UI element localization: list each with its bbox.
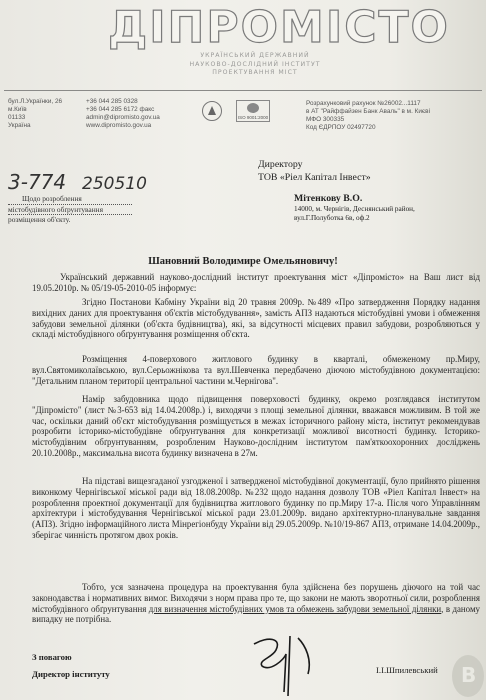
paragraph-intro: Український державний науково-дослідний інститут проектування міст «Діпромісто» на Ваш лист від 19.05.2010р. № 05/19-05-2010-05 інформує: [32, 272, 480, 293]
conclusion-text-end: , в даному випадку не потрібна. [32, 603, 480, 625]
website-line: www.dipromisto.gov.ua [86, 122, 152, 129]
bank-code-line: Код ЄДРПОУ 02497720 [306, 124, 376, 131]
header-divider [4, 90, 482, 91]
subject-line: містобудівного обґрунтування [8, 204, 103, 214]
paragraph-regulation: Згідно Постанови Кабміну України від 20 травня 2009р. №489 «Про затвердження Порядку надання вихідних даних для проектування об'єктів містобудування», замість АПЗ надаються містобудівні умови і обмеження забудови земельної ділянки (об'єкта будівництва), які, за відсутності місцевих правил забудови, розробляються у складі містобудівного обґрунтування розміщення об'єкта. [32, 297, 480, 340]
bank-name-line: в АТ "Райффайзен Банк Аваль" в м. Києві [306, 108, 430, 115]
bank-details [306, 100, 430, 132]
handwritten-ref-number: 3-774 [8, 170, 67, 194]
address-line: бул.Л.Українки, 26 [8, 98, 63, 105]
watermark-logo-icon [452, 655, 484, 697]
address-line: м.Київ [8, 106, 27, 113]
recipient-address: 14000, м. Чернігів, Деснянський район, [294, 205, 415, 213]
bank-account-line: Розрахунковий рахунок №26002...1117 [306, 100, 421, 107]
fax-line: +36 044 285 6172 факс [86, 106, 155, 113]
greeting: Шановний Володимире Омельяновичу! [148, 256, 338, 267]
recipient-block [258, 158, 415, 223]
recipient-address: вул.Г.Полуботка 6в, оф.2 [294, 214, 370, 222]
iso-label: ISO 9001:2000 [237, 115, 269, 120]
logo-subtitle-line: УКРАЇНСЬКИЙ ДЕРЖАВНИЙ [200, 52, 310, 59]
recipient-name: Мітенкову В.О. [294, 193, 363, 204]
subject-block [8, 194, 132, 225]
paragraph-placement: Розміщення 4-поверхового житлового будинку в кварталі, обмеженому пр.Миру, вул.Святомиколаївською, вул.Серьожнікова та вул.Шевченка передбачено діючою містобудівною документацією: "Детальним планом території центральної частини м.Чернігова". [32, 354, 480, 386]
closing-phrase: З повагою [32, 652, 72, 662]
logo-subtitle-line: НАУКОВО-ДОСЛІДНИЙ ІНСТИТУТ [189, 60, 321, 68]
logo-subtitle [120, 52, 390, 78]
institute-logo: ДІПРОМІСТО [108, 2, 450, 53]
signer-title: Директор інституту [32, 669, 110, 679]
bank-mfo-line: МФО 300335 [306, 116, 345, 123]
address-line: Україна [8, 122, 31, 129]
conclusion-underlined: для визначення містобудівних умов та обмежень забудови земельної ділянки [148, 603, 442, 614]
closing-block [32, 652, 110, 680]
handwritten-signature [246, 630, 326, 700]
quality-seal-icon [202, 101, 222, 121]
email-line: admin@dipromisto.gov.ua [86, 114, 160, 121]
phone-line: +36 044 285 0328 [86, 98, 138, 105]
paragraph-permits: На підставі вищезгаданої узгодженої і затвердженої містобудівної документації, було прийнято рішення виконкому Чернігівської міської ради від 18.08.2008р. №232 щодо надання дозволу ТОВ «Ріел Капітал Інвест» на розроблення проектної документації для будівництва житлового будинку по пр.Миру 17-а. Після чого Управлінням архітектури і містобудування Чернігівської міської ради 23.01.2009р. видано архітектурно-планувальне завдання (АПЗ). Згідно інформаційного листа Мінрегіонбуду України від 29.05.2009р. №10/19-867 АПЗ, отримане 14.04.2009р., зберігає чинність протягом двох років. [32, 476, 480, 540]
recipient-company: ТОВ «Ріел Капітал Інвест» [258, 172, 371, 183]
subject-line: Щодо розроблення [22, 194, 82, 203]
subject-line: розміщення об'єкту. [8, 215, 71, 224]
paragraph-conclusion [32, 582, 480, 625]
paragraph-height: Намір забудовника щодо підвищення поверховості будинку, окремо розглядався інститутом "Діпромісто" (лист №3-653 від 14.04.2008р.) і, виходячи з площі земельної ділянки, вважався можливим. В той же час, оскільки даний об'єкт містобудування розміщується в межах історичного району міста, інститут рекомендував розробити історико-містобудівне обґрунтування для конкретизації можливої висотності будинку. Історико-містобудівним обґрунтуванням, розробленим Науково-дослідним інститутом пам'яткоохоронних досліджень 20.10.2008р., максимальна висота будинку визначена в 27м. [32, 394, 480, 458]
handwritten-date: 250510 [82, 174, 147, 194]
address-line: 01133 [8, 114, 26, 121]
iso-certificate-icon [236, 100, 270, 122]
institute-address [8, 98, 62, 130]
institute-contacts [86, 98, 160, 130]
signer-name: І.І.Шпилевський [376, 665, 438, 675]
logo-subtitle-line: ПРОЕКТУВАННЯ МІСТ [212, 69, 298, 76]
recipient-title: Директору [258, 159, 303, 170]
conclusion-text: Тобто, уся зазначена процедура на проектування була здійснена без порушень діючого на той час законодавства і нормативних вимог. Виходячи з норм права про те, що закони не мають зворотньої сили, розроблення містобудівного обґрунтування [32, 582, 480, 614]
